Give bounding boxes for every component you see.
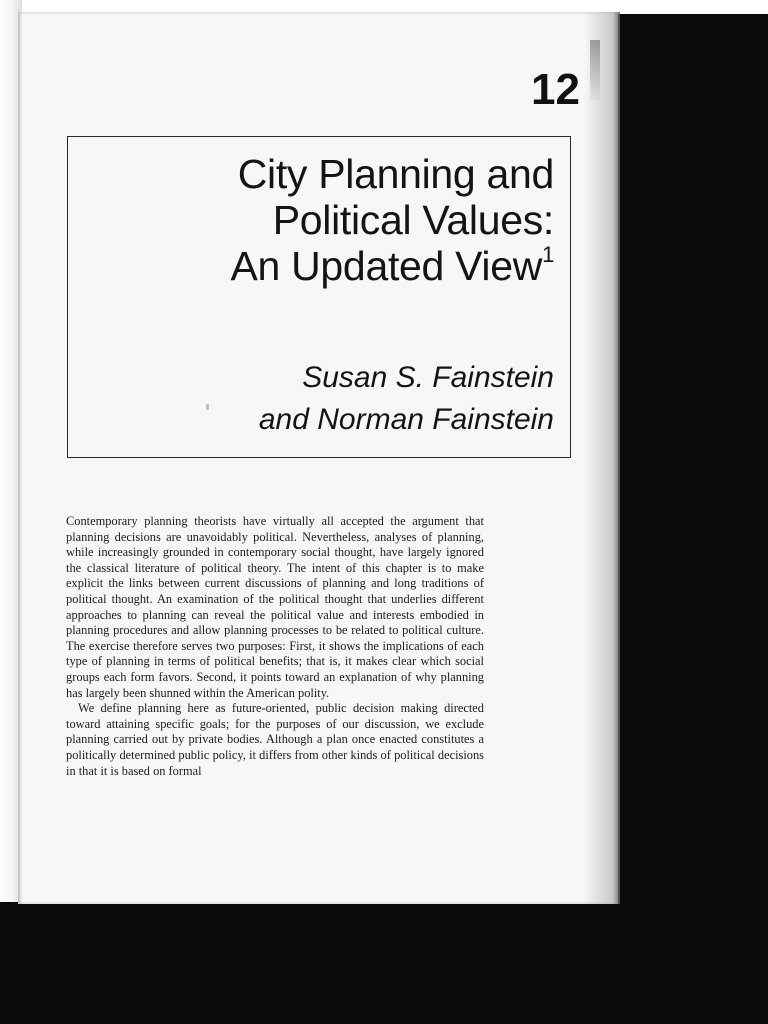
- body-paragraph: Contemporary planning theorists have virtually all accepted the argument that planning decisions are unavoidably political. Nevertheless, analyses of planning, while increasingly grounded in contemporary social thought, have largely ignored the classical literature of political theory. The intent of this chapter is to make explicit the links between current discussions of planning and long traditions of political thought. An examination of the political thought that underlies different approaches to planning can reveal the political value and interests embodied in planning procedures and allow planning processes to be related to political culture. The exercise therefore serves two purposes: First, it shows the implications of each type of planning in terms of political benefits; that is, it makes clear which social groups each form favors. Second, it points toward an explanation of why planning has largely been shunned within the American polity.: [66, 514, 484, 700]
- chapter-authors: [114, 357, 554, 441]
- scan-top-strip: [604, 0, 768, 14]
- chapter-number: 12: [531, 65, 580, 114]
- chapter-title-line-last: [114, 243, 554, 289]
- binding-mark: [590, 40, 600, 100]
- chapter-title-line-text: An Updated View: [230, 243, 543, 289]
- chapter-title-box: [67, 136, 571, 458]
- author-line: and Norman Fainstein: [258, 403, 554, 436]
- author-line: Susan S. Fainstein: [302, 361, 554, 394]
- paper-speck: [206, 404, 209, 410]
- footnote-marker: 1: [542, 242, 554, 267]
- scan-right-background: [604, 14, 768, 1024]
- chapter-title: [114, 151, 554, 289]
- chapter-title-line: City Planning and: [237, 151, 554, 197]
- scan-bottom-background: [0, 902, 768, 1024]
- body-paragraph: We define planning here as future-oriented, public decision making directed toward attaining specific goals; for the purposes of our discussion, we exclude planning carried out by private bodies. Although a plan once enacted constitutes a politically determined public policy, it differs from other kinds of political decisions in that it is based on formal: [66, 701, 484, 778]
- chapter-body: [66, 514, 484, 779]
- page-gutter-shadow: [584, 12, 620, 904]
- chapter-title-line: Political Values:: [272, 197, 554, 243]
